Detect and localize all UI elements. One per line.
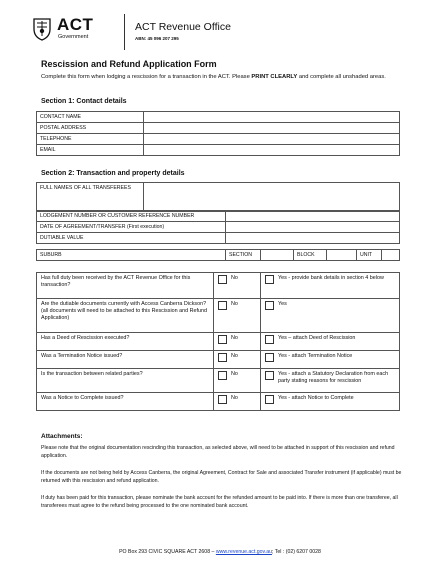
table-row [37, 222, 400, 233]
header-divider [124, 14, 125, 50]
yes-label: Yes - attach a Statutory Declaration from each party stating reasons for rescission [278, 371, 389, 384]
attachments-paragraph-1: Please note that the original documentation rescinding this transaction, as selected above, will need to be attached in support of this rescission and refund application. [41, 445, 395, 459]
table-row [37, 393, 400, 411]
attachments-paragraph-3: If duty has been paid for this transaction, please nominate the bank account for the refunded amount to be paid into. If there is more than one transferee, all transferees must agree to the refund being processed to the one nominated bank account. [41, 495, 398, 509]
question-text: Has a Deed of Rescission executed? [37, 333, 214, 351]
yes-checkbox[interactable] [265, 371, 274, 380]
table-row [37, 333, 400, 351]
office-name: ACT Revenue Office [135, 21, 231, 33]
contact-name-label: CONTACT NAME [37, 112, 144, 123]
table-row [37, 299, 400, 333]
table-row [37, 250, 400, 261]
postal-address-field[interactable] [144, 123, 400, 134]
yes-label: Yes [278, 301, 287, 307]
footer-address: PO Box 293 CIVIC SQUARE ACT 2608 – [119, 549, 216, 555]
section2-heading: Section 2: Transaction and property details [41, 170, 185, 177]
table-row [37, 273, 400, 299]
yes-label: Yes - provide bank details in section 4 below [278, 275, 384, 281]
lodgement-field[interactable] [226, 211, 400, 222]
attachments-paragraph-2: If the documents are not being held by Access Canberra, the original Agreement, Contract for Sale and associated Transfer instrument (if applicable) must be returned with this rescission and refund application. [41, 470, 402, 484]
intro-part-1: Complete this form when lodging a rescission for a transaction in the ACT. Please [41, 74, 252, 80]
yes-checkbox[interactable] [265, 353, 274, 362]
section-field[interactable] [261, 250, 294, 261]
table-row [37, 134, 400, 145]
no-label: No [231, 353, 238, 359]
yes-checkbox[interactable] [265, 301, 274, 310]
table-row [37, 233, 400, 244]
dutiable-value-field[interactable] [226, 233, 400, 244]
yes-label: Yes – attach Deed of Rescission [278, 335, 356, 341]
date-label: DATE OF AGREEMENT/TRANSFER (First execution) [37, 222, 226, 233]
contact-name-field[interactable] [144, 112, 400, 123]
date-field[interactable] [226, 222, 400, 233]
table-row [37, 145, 400, 156]
yes-checkbox[interactable] [265, 275, 274, 284]
no-label: No [231, 275, 238, 281]
telephone-label: TELEPHONE [37, 134, 144, 145]
unit-field[interactable] [382, 250, 400, 261]
email-label: EMAIL [37, 145, 144, 156]
lodgement-label: LODGEMENT NUMBER OR CUSTOMER REFERENCE NUMBER [37, 211, 226, 222]
no-checkbox[interactable] [218, 353, 227, 362]
attachments-heading: Attachments: [41, 433, 83, 440]
intro-part-2: and complete all unshaded areas. [297, 74, 386, 80]
table-row [37, 211, 400, 222]
yes-label: Yes - attach Notice to Complete [278, 395, 354, 401]
act-crest-logo [31, 17, 53, 41]
no-label: No [231, 371, 238, 377]
yes-checkbox[interactable] [265, 395, 274, 404]
yes-label: Yes - attach Termination Notice [278, 353, 353, 359]
block-field[interactable] [327, 250, 357, 261]
brand-name: ACT [57, 15, 94, 34]
question-text: Are the dutiable documents currently with Access Canberra Dickson? (all documents will need to be attached to this Rescission and Refund Application) [37, 299, 214, 333]
footer-website-link[interactable]: www.revenue.act.gov.au [215, 549, 272, 555]
questions-table [36, 272, 400, 411]
no-checkbox[interactable] [218, 335, 227, 344]
yes-checkbox[interactable] [265, 335, 274, 344]
table-row [37, 183, 400, 212]
intro-emphasis: PRINT CLEARLY [251, 74, 298, 80]
section1-heading: Section 1: Contact details [41, 98, 127, 105]
footer-phone: ; Tel : (02) 6207 0028 [271, 549, 321, 555]
question-text: Is the transaction between related parties? [37, 369, 214, 393]
transferees-field[interactable] [144, 183, 400, 212]
no-checkbox[interactable] [218, 275, 227, 284]
unit-label: UNIT [357, 250, 382, 261]
form-title: Rescission and Refund Application Form [41, 59, 217, 69]
question-text: Was a Notice to Complete issued? [37, 393, 214, 411]
section-label: SECTION [226, 250, 261, 261]
no-checkbox[interactable] [218, 395, 227, 404]
postal-address-label: POSTAL ADDRESS [37, 123, 144, 134]
suburb-label: SUBURB [37, 250, 226, 261]
brand-subtitle: Government [58, 34, 89, 40]
table-row [37, 112, 400, 123]
page-header [31, 14, 411, 50]
no-label: No [231, 301, 238, 307]
page-footer [0, 549, 440, 555]
no-label: No [231, 395, 238, 401]
question-text: Was a Termination Notice issued? [37, 351, 214, 369]
question-text: Has full duty been received by the ACT Revenue Office for this transaction? [37, 273, 214, 299]
table-row [37, 369, 400, 393]
block-label: BLOCK [294, 250, 327, 261]
property-table [36, 249, 400, 261]
transferees-table [36, 182, 400, 212]
transferees-label: FULL NAMES OF ALL TRANSFEREES [37, 183, 144, 212]
abn-number: ABN: 45 096 207 295 [135, 36, 179, 41]
intro-text [41, 73, 399, 82]
no-checkbox[interactable] [218, 371, 227, 380]
telephone-field[interactable] [144, 134, 400, 145]
transaction-table [36, 210, 400, 244]
dutiable-value-label: DUTIABLE VALUE [37, 233, 226, 244]
table-row [37, 351, 400, 369]
no-label: No [231, 335, 238, 341]
email-field[interactable] [144, 145, 400, 156]
contact-details-table [36, 111, 400, 156]
table-row [37, 123, 400, 134]
no-checkbox[interactable] [218, 301, 227, 310]
